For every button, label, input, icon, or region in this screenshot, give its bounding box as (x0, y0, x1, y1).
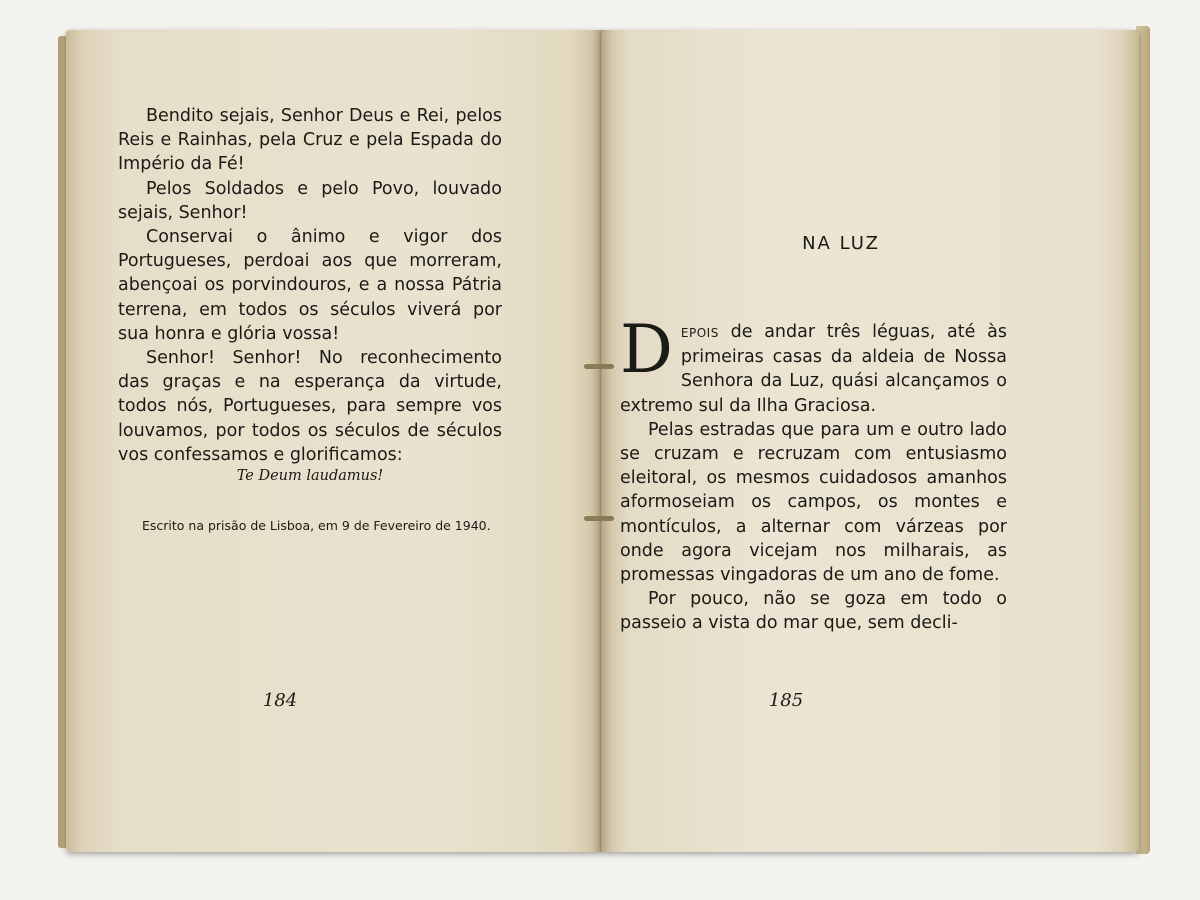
binding-stitch (584, 516, 614, 521)
paragraph: Pelos Soldados e pelo Povo, louvado sejais, Senhor! (118, 178, 502, 223)
binding-stitch (584, 364, 614, 369)
paragraph: Pelas estradas que para um e outro lado se cruzam e recruzam com entusiasmo eleitoral, os mesmos cuidadosos amanhos aformoseiam os campos, os montes e montículos, a alternar com várzeas por onde agora vicejam nos milharais, as promessas vingadoras de um ano de fome. (620, 419, 1007, 586)
left-page-body (118, 104, 502, 467)
paragraph: Por pouco, não se goza em todo o passeio a vista do mar que, sem decli- (620, 589, 1007, 634)
first-paragraph (620, 311, 1007, 418)
first-word-smallcaps: EPOIS (680, 326, 719, 340)
dateline: Escrito na prisão de Lisboa, em 9 de Fevereiro de 1940. (142, 518, 491, 533)
paragraph: Senhor! Senhor! No reconhecimento das graças e na esperança da virtude, todos nós, Portugueses, para sempre vos louvamos, por todos os séculos de séculos vos confessamos e glorificamos: (118, 348, 502, 465)
book-gutter (590, 30, 612, 852)
chapter-title: NA LUZ (802, 233, 880, 254)
paragraph: Conservai o ânimo e vigor dos Portugueses, perdoai aos que morreram, abençoai os porvindouros, e a nossa Pátria terrena, em todos os séculos viverá por sua honra e glória vossa! (118, 227, 502, 344)
page-number-right: 185 (768, 690, 804, 711)
right-page-body (620, 311, 1007, 636)
page-number-left: 184 (262, 690, 298, 711)
motto: Te Deum laudamus! (236, 468, 384, 484)
first-paragraph-text: de andar três léguas, até às primeiras casas da aldeia de Nossa Senhora da Luz, quási alcançamos o extremo sul da Ilha Graciosa. (620, 322, 1007, 416)
drop-cap: D (620, 311, 673, 388)
paragraph: Bendito sejais, Senhor Deus e Rei, pelos Reis e Rainhas, pela Cruz e pela Espada do Império da Fé! (118, 106, 502, 175)
